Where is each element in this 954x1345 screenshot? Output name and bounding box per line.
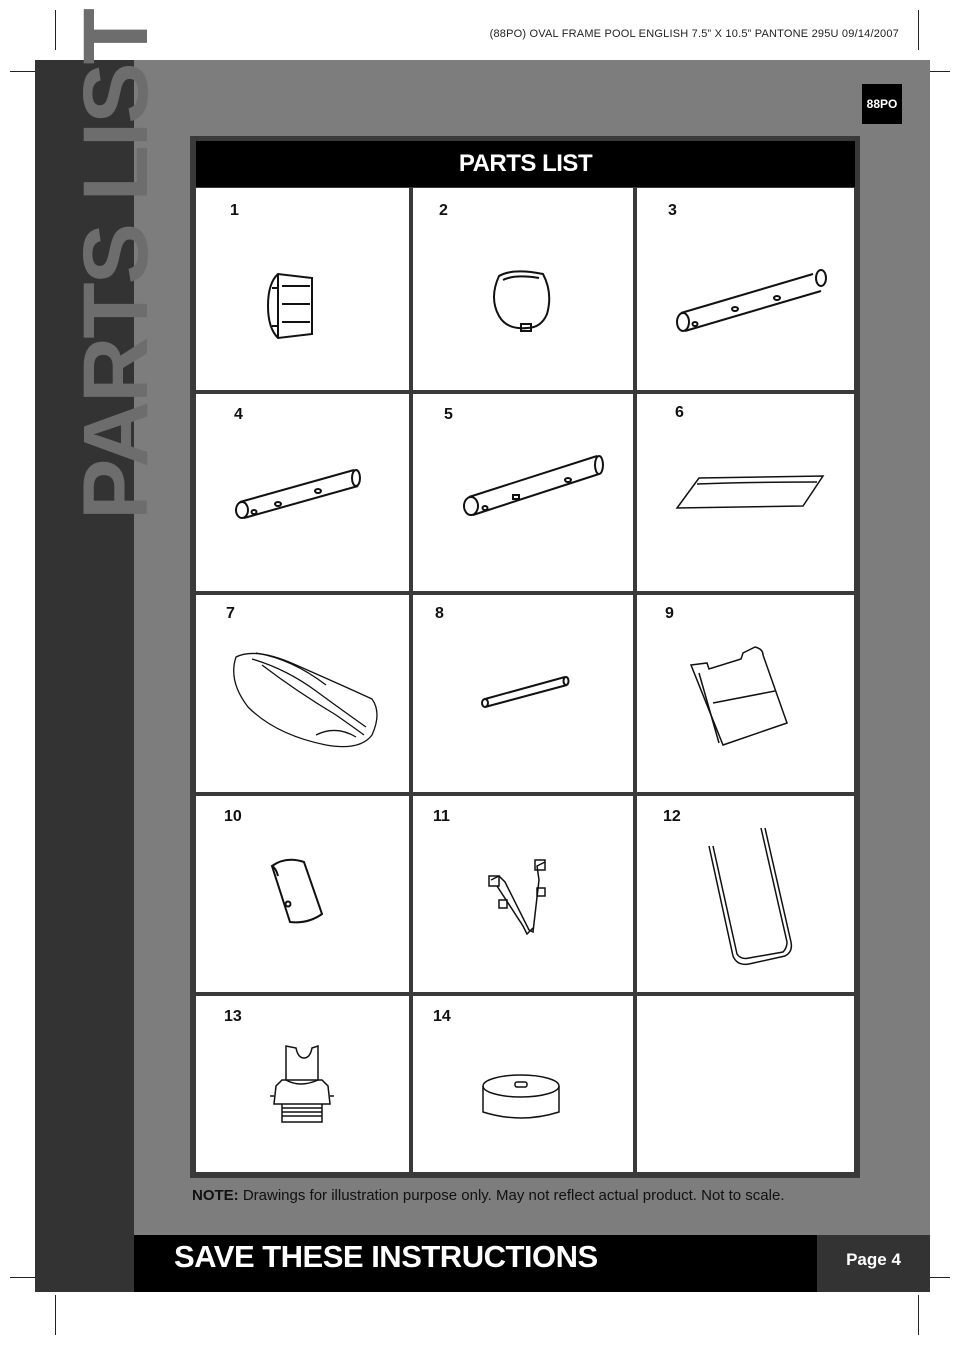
print-info: (88PO) OVAL FRAME POOL ENGLISH 7.5” X 10.5” PANTONE 295U 09/14/2007 — [489, 28, 899, 40]
pipe-icon — [637, 188, 854, 390]
part-number: 3 — [668, 202, 677, 219]
part-number: 8 — [435, 605, 444, 622]
part-cell-7 — [196, 595, 409, 792]
part-number: 4 — [234, 406, 243, 423]
model-code-badge: 88PO — [862, 84, 902, 124]
note-text: Drawings for illustration purpose only. May not reflect actual product. Not to scale. — [238, 1187, 785, 1204]
part-cell-12 — [637, 796, 854, 992]
valve-icon — [196, 996, 409, 1172]
crop-mark — [918, 10, 919, 50]
crop-mark — [918, 1295, 919, 1335]
part-number: 12 — [663, 808, 681, 825]
part-cell-3 — [637, 188, 854, 390]
pool-liner-icon — [196, 595, 409, 792]
part-cell-9 — [637, 595, 854, 792]
part-cell-4 — [196, 394, 409, 591]
part-cell-13 — [196, 996, 409, 1172]
part-number: 9 — [665, 605, 674, 622]
part-number: 14 — [433, 1008, 451, 1025]
crop-mark — [55, 10, 56, 50]
part-number: 1 — [230, 202, 239, 219]
part-number: 5 — [444, 406, 453, 423]
part-cell-1 — [196, 188, 409, 390]
sleeve-icon — [196, 796, 409, 992]
part-number: 13 — [224, 1008, 242, 1025]
disclaimer-note — [192, 1187, 784, 1204]
foot-pad-icon — [413, 996, 633, 1172]
part-number: 10 — [224, 808, 242, 825]
part-cell-8 — [413, 595, 633, 792]
part-number: 11 — [433, 808, 450, 825]
part-number: 7 — [226, 605, 235, 622]
ground-cloth-icon — [637, 394, 854, 591]
plate-icon — [413, 188, 633, 390]
part-cell-14 — [413, 996, 633, 1172]
page-number: Page 4 — [817, 1235, 930, 1292]
part-cell-2 — [413, 188, 633, 390]
pipe-icon — [196, 394, 409, 591]
part-cell-empty — [637, 996, 854, 1172]
side-title: PARTS LIST — [65, 10, 167, 520]
bracket-icon — [637, 595, 854, 792]
part-cell-11 — [413, 796, 633, 992]
u-support-icon — [637, 796, 854, 992]
pipe-icon — [413, 394, 633, 591]
part-cell-6 — [637, 394, 854, 591]
part-number: 6 — [675, 404, 684, 421]
note-label: NOTE: — [192, 1187, 239, 1204]
crop-mark — [55, 1295, 56, 1335]
part-cell-10 — [196, 796, 409, 992]
joint-icon — [413, 796, 633, 992]
footer-title: SAVE THESE INSTRUCTIONS — [174, 1239, 598, 1274]
parts-list-title: PARTS LIST — [196, 141, 855, 187]
part-number: 2 — [439, 202, 448, 219]
part-cell-5 — [413, 394, 633, 591]
cap-icon — [196, 188, 409, 390]
rod-icon — [413, 595, 633, 792]
